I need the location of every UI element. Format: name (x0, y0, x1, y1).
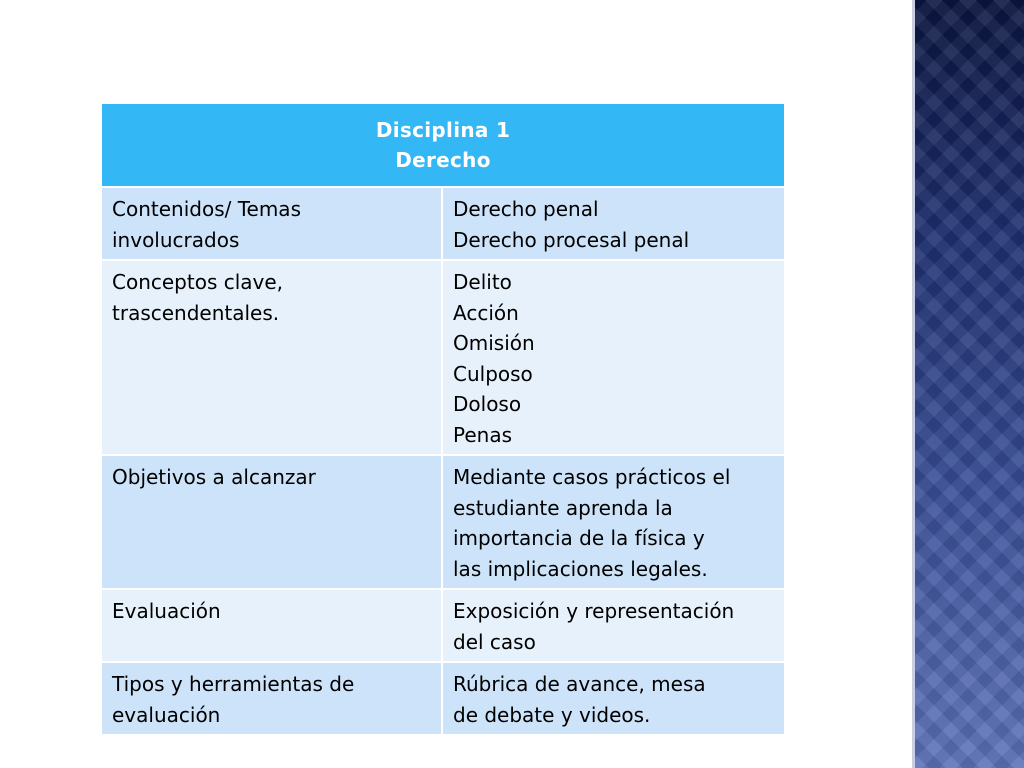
cell-line: involucrados (112, 227, 240, 252)
cell-line: Delito (453, 270, 512, 294)
table-row (101, 589, 785, 662)
row-value-tipos (442, 662, 785, 735)
table-row (101, 455, 785, 589)
cell-line: Exposición y representación (453, 599, 735, 623)
row-value-objetivos (442, 455, 785, 589)
discipline-table (100, 102, 786, 736)
cell-line: Contenidos/ Temas (112, 197, 301, 221)
header-title: Disciplina 1 (375, 118, 511, 142)
decorative-side-band (912, 0, 1024, 768)
row-value-conceptos (442, 260, 785, 455)
cell-line: importancia de la física y (453, 526, 705, 550)
row-label-evaluacion (101, 589, 442, 662)
row-value-evaluacion (442, 589, 785, 662)
cell-line: del caso (453, 629, 536, 654)
cell-line: Omisión (453, 331, 535, 355)
cell-line: Tipos y herramientas de (112, 672, 355, 696)
cell-line: Conceptos clave, (112, 270, 284, 294)
header-subtitle: Derecho (395, 148, 491, 172)
cell-line: Acción (453, 300, 519, 325)
row-label-objetivos (101, 455, 442, 589)
row-label-tipos (101, 662, 442, 735)
cell-line: Penas (453, 422, 513, 447)
table-row (101, 187, 785, 260)
cell-line: de debate y videos. (453, 702, 651, 727)
cell-line: Evaluación (112, 599, 221, 623)
cell-line: Doloso (453, 392, 522, 416)
cell-line: Derecho procesal penal (453, 227, 690, 252)
row-value-contenidos (442, 187, 785, 260)
cell-line: evaluación (112, 702, 221, 727)
cell-line: trascendentales. (112, 300, 280, 325)
table-header (101, 103, 785, 187)
table-row (101, 260, 785, 455)
row-label-contenidos (101, 187, 442, 260)
table-header-row (101, 103, 785, 187)
cell-line: Rúbrica de avance, mesa (453, 672, 706, 696)
cell-line: Mediante casos prácticos el (453, 465, 731, 489)
cell-line: Derecho penal (453, 197, 599, 221)
cell-line: las implicaciones legales. (453, 556, 708, 581)
cell-line: Culposo (453, 361, 533, 386)
cell-line: Objetivos a alcanzar (112, 465, 316, 489)
table-row (101, 662, 785, 735)
row-label-conceptos (101, 260, 442, 455)
cell-line: estudiante aprenda la (453, 495, 673, 520)
